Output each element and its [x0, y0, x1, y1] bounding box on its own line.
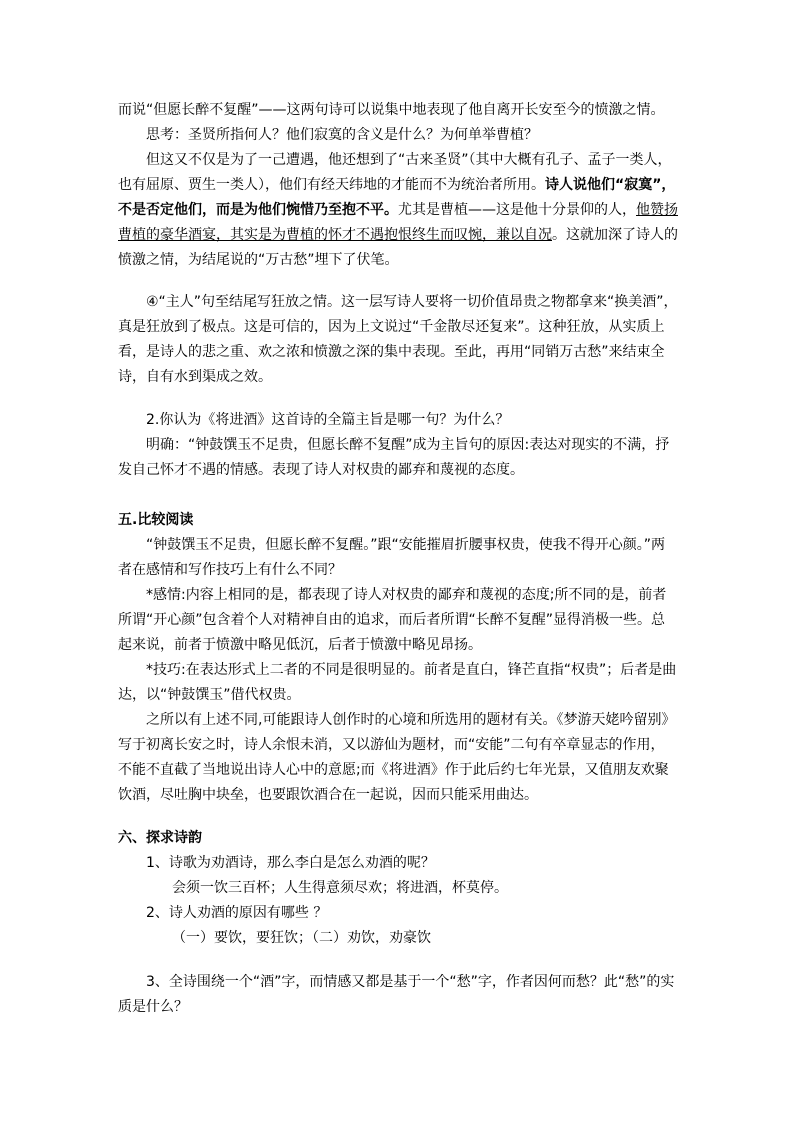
- paragraph-think-question: 思考：圣贤所指何人？他们寂寞的含义是什么？为何单举曹植？: [146, 127, 538, 143]
- paragraph-sages-analysis: [118, 148, 678, 273]
- sages-ending-text: 。这就加深了诗人的愤激之情，为结尾说的“万古愁”埋下了伏笔。: [118, 227, 678, 268]
- answer-6-2: （一）要饮，要狂饮；（二）劝饮，劝豪饮: [172, 930, 431, 946]
- question-6-2: 2、诗人劝酒的原因有哪些 ？: [146, 905, 328, 921]
- section-5-prompt: “钟鼓馔玉不足贵，但愿长醉不复醒。”跟“安能摧眉折腰事权贵，使我不得开心颜。”两者在感情和写作技巧上有什么不同？: [118, 537, 666, 578]
- question-2: 2.你认为《将进酒》这首诗的全篇主旨是哪一句？为什么？: [146, 412, 510, 428]
- paragraph-intro-conclusion: 而说“但愿长醉不复醒”——这两句诗可以说集中地表现了他自离开长安至今的愤激之情。: [118, 102, 665, 118]
- cao-zhi-text: 尤其是曹植——这是他十分景仰的人，: [398, 202, 636, 218]
- heading-section-5: 五.比较阅读: [118, 512, 194, 528]
- answer-6-1: 会须一饮三百杯；人生得意须尽欢；将进酒，杯莫停。: [172, 880, 508, 896]
- question-6-3: 3、全诗围绕一个“酒”字，而情感又都是基于一个“愁”字，作者因何而愁？此“愁”的实质是什么？: [118, 974, 675, 1015]
- section-5-technique: *技巧:在表达形式上二者的不同是很明显的。前者是直白，锋芒直指“权贵”；后者是曲达，以“钟鼓馔玉”借代权贵。: [118, 662, 677, 703]
- heading-section-6: 六、探求诗韵: [118, 830, 202, 846]
- answer-2: 明确：“钟鼓馔玉不足贵，但愿长醉不复醒”成为主旨句的原因:表达对现实的不满，抒发自己怀才不遇的情感。表现了诗人对权贵的鄙弃和蔑视的态度。: [118, 437, 670, 478]
- paragraph-wild-abandon: ④“主人”句至结尾写狂放之情。这一层写诗人要将一切价值昂贵之物都拿来“换美酒”，真是狂放到了极点。这是可信的，因为上文说过“千金散尽还复来”。这种狂放，从实质上看，是诗人的悲之重、欢之浓和愤激之深的集中表现。至此，再用“同销万古愁”来结束全诗，自有水到渠成之效。: [118, 294, 678, 385]
- section-5-emotion: *感情:内容上相同的是，都表现了诗人对权贵的鄙弃和蔑视的态度;所不同的是，前者所谓“开心颜”包含着个人对精神自由的追求，而后者所谓“长醉不复醒”显得消极一些。总起来说，前者于愤激中略见低沉，后者于愤激中略见昂扬。: [118, 587, 667, 653]
- sages-text: 但这又不仅是为了一己遭遇，他还想到了“古来圣贤”（其中大概有孔子、孟子一类人，也有屈原、贾生一类人），他们有经天纬地的才能而不为统治者所用。: [118, 152, 672, 193]
- sages-bold-text: 诗人说他们“寂寞”，不是否定他们，而是为他们惋惜乃至抱不平。: [118, 177, 676, 218]
- cao-zhi-underlined-text: 他赞扬曹植的豪华酒宴，其实是为曹植的怀才不遇抱恨终生而叹惋，兼以自况: [118, 202, 678, 243]
- section-5-reason: 之所以有上述不同,可能跟诗人创作时的心境和所选用的题材有关。《梦游天姥吟留别》写于初离长安之时，诗人余恨未消，又以游仙为题材，而“安能”二句有卒章显志的作用，不能不直截了当地说出诗人心中的意愿;而《将进酒》作于此后约七年光景，又值朋友欢聚饮酒，尽吐胸中块垒，也要跟饮酒合在一起说，因而只能采用曲达。: [118, 712, 676, 803]
- question-6-1: 1、诗歌为劝酒诗，那么李白是怎么劝酒的呢？: [146, 855, 435, 871]
